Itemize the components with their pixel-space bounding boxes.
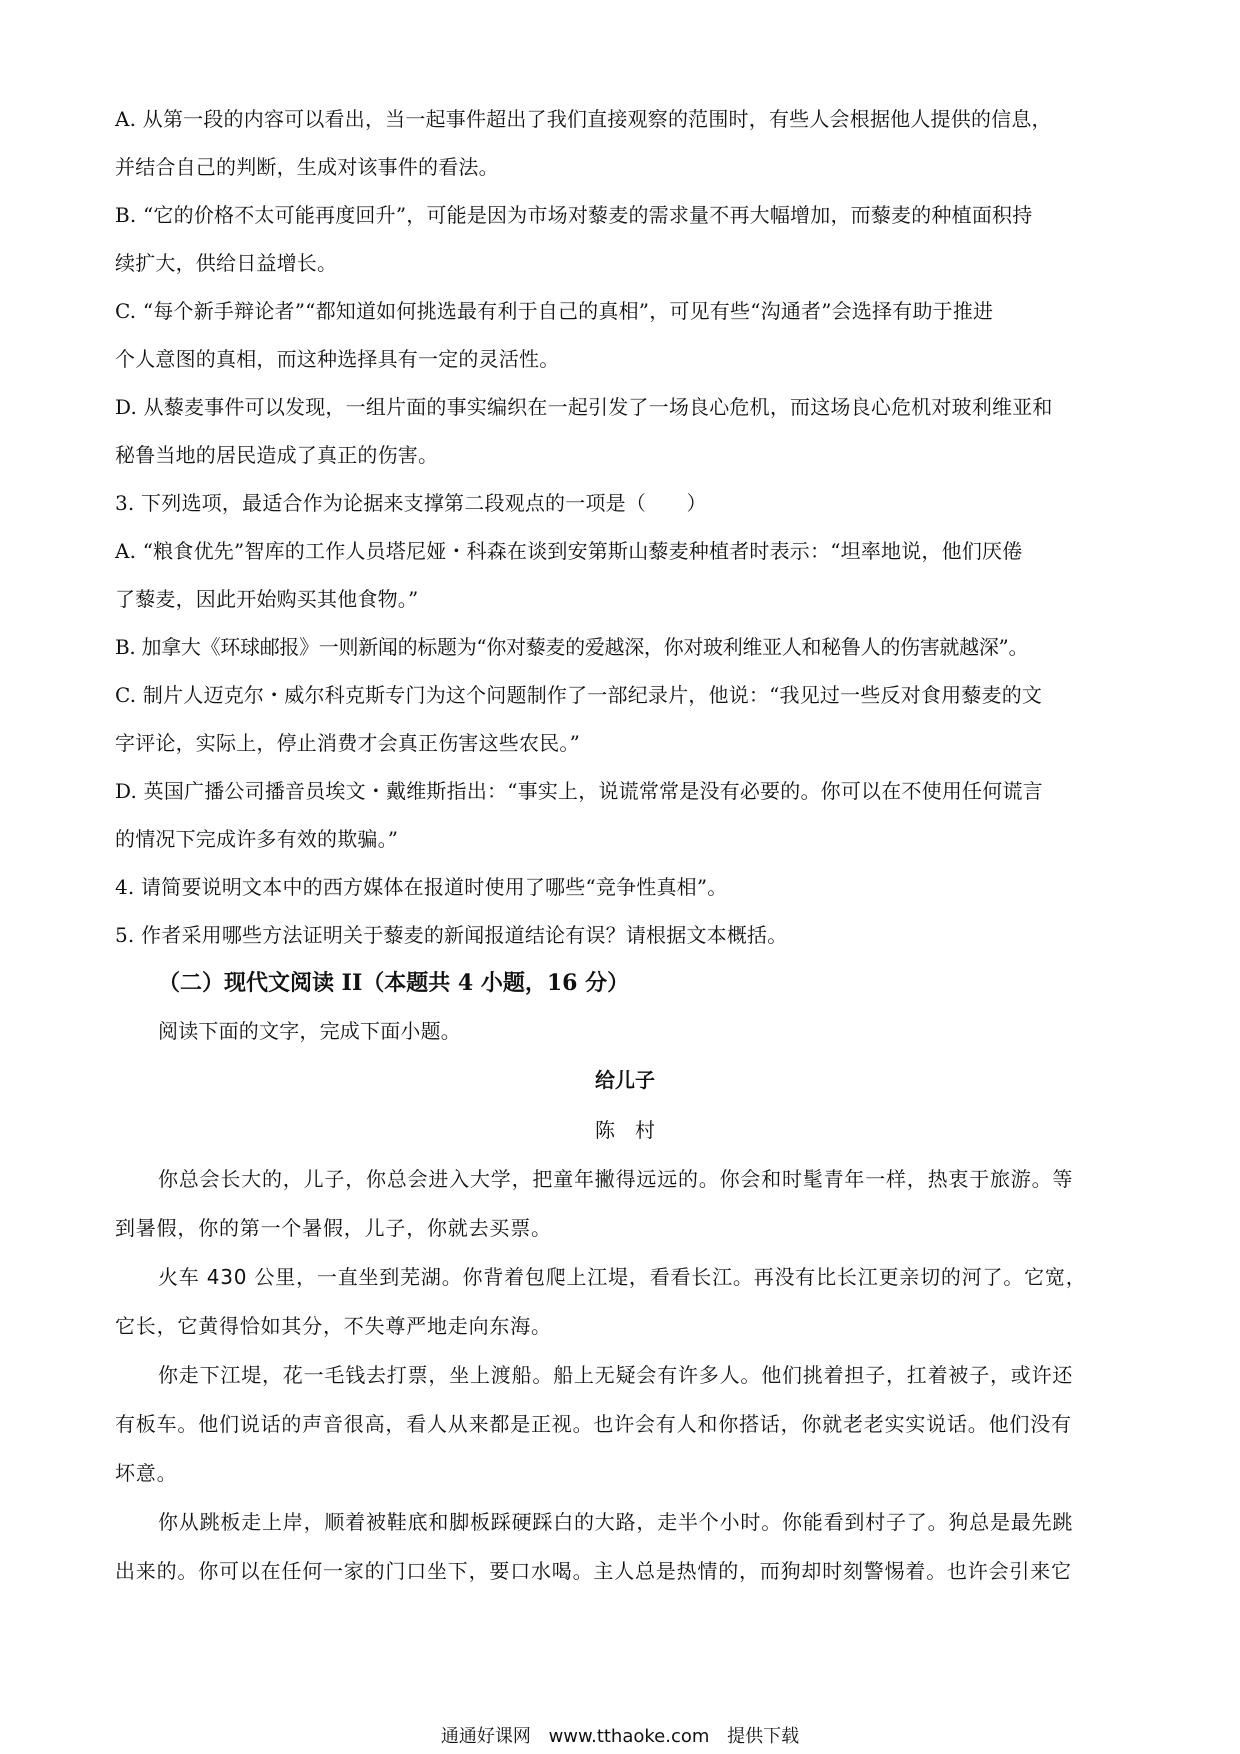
prose-paragraph-3: [115, 1351, 1135, 1498]
q3-option-b: [115, 623, 1135, 671]
q3-option-d: [115, 767, 1135, 863]
paragraph-line: 续扩大，供给日益增长。: [115, 251, 338, 275]
prose-paragraph-2: [115, 1253, 1135, 1351]
paragraph-line: 你走下江堤，花一毛钱去打票，坐上渡船。船上无疑会有许多人。他们挑着担子，扛着被子，或许还: [158, 1363, 1074, 1387]
q4-text: 4. 请简要说明文本中的西方媒体在报道时使用了哪些“竞争性真相”。: [115, 875, 728, 899]
paragraph-line: D. 英国广播公司播音员埃文・戴维斯指出：“事实上，说谎常常是没有必要的。你可以在不使用任何谎言: [115, 779, 1043, 803]
footer-site-name: 通通好课网: [440, 1726, 531, 1747]
paragraph-line: 个人意图的真相，而这种选择具有一定的灵活性。: [115, 347, 560, 371]
paragraph-line: 你总会长大的，儿子，你总会进入大学，把童年撇得远远的。你会和时髦青年一样，热衷于旅游。等: [158, 1167, 1074, 1191]
paragraph-line: 火车 430 公里，一直坐到芜湖。你背着包爬上江堤，看看长江。再没有比长江更亲切的河了。它宽，: [158, 1265, 1087, 1289]
footer-suffix: 提供下载: [727, 1726, 800, 1747]
q3-option-a: [115, 527, 1135, 623]
paragraph-line: 秘鲁当地的居民造成了真正的伤害。: [115, 443, 439, 467]
paragraph-line: 到暑假，你的第一个暑假，儿子，你就去买票。: [115, 1216, 552, 1240]
paragraph-line: B. “它的价格不太可能再度回升”，可能是因为市场对藜麦的需求量不再大幅增加，而藜麦的种植面积持: [115, 203, 1033, 227]
paragraph-line: 字评论，实际上，停止消费才会真正伤害这些农民。”: [115, 731, 581, 755]
paragraph-line: 并结合自己的判断，生成对该事件的看法。: [115, 155, 499, 179]
q3-stem: 3. 下列选项，最适合作为论据来支撑第二段观点的一项是（ ）: [115, 491, 707, 515]
q2-option-d: [115, 383, 1135, 479]
footer-url[interactable]: www.tthaoke.com: [548, 1726, 710, 1747]
paragraph-line: A. 从第一段的内容可以看出，当一起事件超出了我们直接观察的范围时，有些人会根据他人提供的信息，: [115, 107, 1052, 131]
paragraph-line: B. 加拿大《环球邮报》一则新闻的标题为“你对藜麦的爱越深，你对玻利维亚人和秘鲁人的伤害就越深”。: [115, 635, 1029, 659]
prose-paragraph-4: [115, 1498, 1135, 1596]
paragraph-line: A. “粮食优先”智库的工作人员塔尼娅・科森在谈到安第斯山藜麦种植者时表示：“坦率地说，他们厌倦: [115, 539, 1023, 563]
paragraph-line: C. 制片人迈克尔・威尔科克斯专门为这个问题制作了一部纪录片，他说：“我见过一些反对食用藜麦的文: [115, 683, 1043, 707]
paragraph-line: D. 从藜麦事件可以发现，一组片面的事实编织在一起引发了一场良心危机，而这场良心危机对玻利维亚和: [115, 395, 1053, 419]
q2-option-a: [115, 95, 1135, 191]
paragraph-line: 出来的。你可以在任何一家的门口坐下，要口水喝。主人总是热情的，而狗却时刻警惕着。也许会引来它: [115, 1559, 1072, 1583]
section-heading: （二）现代文阅读 II（本题共 4 小题，16 分）: [158, 970, 630, 996]
poem-title: 给儿子: [595, 1068, 655, 1092]
page-footer: [0, 1722, 1240, 1748]
q2-option-c: [115, 287, 1135, 383]
paragraph-line: 你从跳板走上岸，顺着被鞋底和脚板踩硬踩白的大路，走半个小时。你能看到村子了。狗总是最先跳: [158, 1510, 1074, 1534]
paragraph-line: 的情况下完成许多有效的欺骗。”: [115, 827, 399, 851]
paragraph-line: 了藜麦，因此开始购买其他食物。”: [115, 587, 419, 611]
paragraph-line: C. “每个新手辩论者”“都知道如何挑选最有利于自己的真相”，可见有些“沟通者”会选择有助于推进: [115, 299, 994, 323]
q5-text: 5. 作者采用哪些方法证明关于藜麦的新闻报道结论有误？请根据文本概括。: [115, 923, 788, 947]
paragraph-line: 它长，它黄得恰如其分，不失尊严地走向东海。: [115, 1314, 552, 1338]
author-name: 陈 村: [595, 1118, 655, 1142]
prose-paragraph-1: [115, 1155, 1135, 1253]
q3-option-c: [115, 671, 1135, 767]
paragraph-line: 有板车。他们说话的声音很高，看人从来都是正视。也许会有人和你搭话，你就老老实实说话。他们没有: [115, 1412, 1072, 1436]
page-content: [115, 95, 1135, 1596]
section-instruction: 阅读下面的文字，完成下面小题。: [158, 1019, 461, 1043]
q2-option-b: [115, 191, 1135, 287]
paragraph-line: 坏意。: [115, 1461, 178, 1485]
